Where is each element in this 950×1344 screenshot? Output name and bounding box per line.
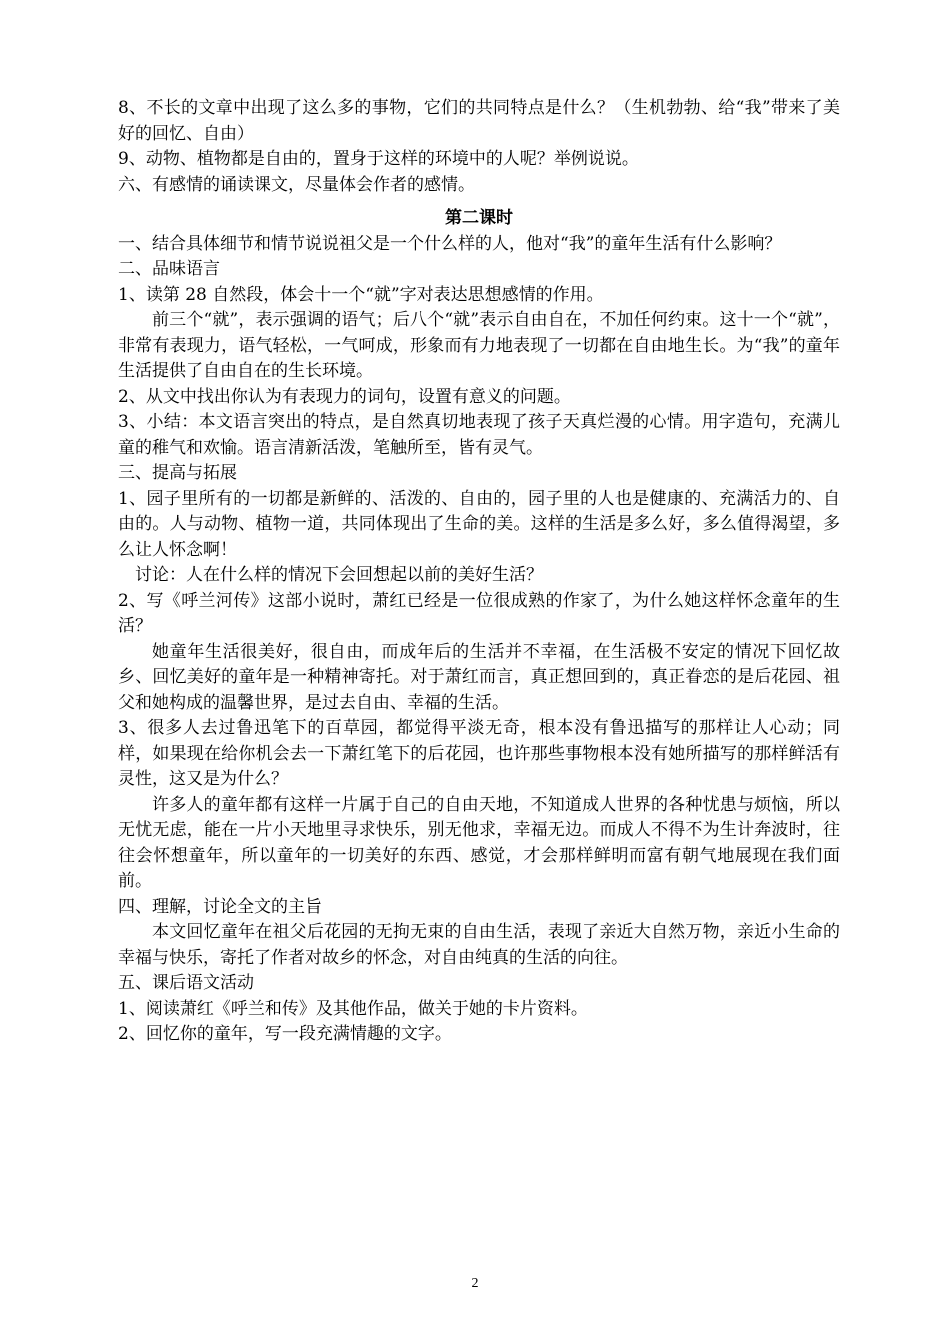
paragraph-answer: 她童年生活很美好，很自由，而成年后的生活并不幸福，在生活极不安定的情况下回忆故乡、回忆美好的童年是一种精神寄托。对于萧红而言，真正想回到的，真正眷恋的是后花园、祖父和她构成的温馨世界，是过去自由、幸福的生活。: [118, 641, 840, 713]
paragraph-item: 1、阅读萧红《呼兰和传》及其他作品，做关于她的卡片资料。: [118, 998, 588, 1019]
paragraph-section-6: 六、有感情的诵读课文，尽量体会作者的感情。: [118, 174, 475, 195]
paragraph-heading-3: 三、提高与拓展: [118, 463, 237, 483]
paragraph-item: 2、写《呼兰河传》这部小说时，萧红已经是一位很成熟的作家了，为什么她这样怀念童年的生活？: [118, 590, 840, 636]
paragraph-discussion: 讨论：人在什么样的情况下会回想起以前的美好生活？: [135, 565, 543, 585]
paragraph-item: 3、小结：本文语言突出的特点，是自然真切地表现了孩子天真烂漫的心情。用字造句，充满儿童的稚气和欢愉。语言清新活泼，笔触所至，皆有灵气。: [118, 412, 840, 458]
paragraph-question-9: 9、动物、植物都是自由的，置身于这样的环境中的人呢？举例说说。: [118, 149, 639, 169]
document-body: [118, 96, 840, 1048]
paragraph-question-8: 8、不长的文章中出现了这么多的事物，它们的共同特点是什么？（生机勃勃、给“我”带来了美好的回忆、自由）: [118, 98, 840, 144]
paragraph-heading-4: 四、理解，讨论全文的主旨: [118, 896, 322, 917]
paragraph-heading-2: 二、品味语言: [118, 259, 220, 279]
section-title: 第二课时: [445, 208, 513, 228]
page-number: 2: [471, 1276, 479, 1291]
paragraph-answer: 许多人的童年都有这样一片属于自己的自由天地，不知道成人世界的各种忧患与烦恼，所以无忧无虑，能在一片小天地里寻求快乐，别无他求，幸福无边。而成人不得不为生计奔波时，往往会怀想童年，所以童年的一切美好的东西、感觉，才会那样鲜明而富有朝气地展现在我们面前。: [118, 794, 840, 891]
paragraph-answer: 前三个“就”，表示强调的语气；后八个“就”表示自由自在，不加任何约束。这十一个“就”，非常有表现力，语气轻松，一气呵成，形象而有力地表现了一切都在自由地生长。为“我”的童年生活提供了自由自在的生长环境。: [118, 310, 840, 381]
paragraph-item: 1、读第 28 自然段，体会十一个“就”字对表达思想感情的作用。: [118, 284, 604, 305]
paragraph-item: 2、回忆你的童年，写一段充满情趣的文字。: [118, 1024, 452, 1044]
paragraph-item: 1、园子里所有的一切都是新鲜的、活泼的、自由的，园子里的人也是健康的、充满活力的、自由的。人与动物、植物一道，共同体现出了生命的美。这样的生活是多么好，多么值得渴望，多么让人怀念啊！: [118, 488, 840, 560]
paragraph-answer: 本文回忆童年在祖父后花园的无拘无束的自由生活，表现了亲近大自然万物，亲近小生命的幸福与快乐，寄托了作者对故乡的怀念，对自由纯真的生活的向往。: [118, 922, 840, 968]
paragraph-item: 3、很多人去过鲁迅笔下的百草园，都觉得平淡无奇，根本没有鲁迅描写的那样让人心动；同样，如果现在给你机会去一下萧红笔下的后花园，也许那些事物根本没有她所描写的那样鲜活有灵性，这又是为什么？: [118, 718, 840, 789]
paragraph-item: 2、从文中找出你认为有表现力的词句，设置有意义的问题。: [118, 386, 571, 407]
paragraph-heading-1: 一、结合具体细节和情节说说祖父是一个什么样的人，他对“我”的童年生活有什么影响？: [118, 233, 782, 254]
paragraph-heading-5: 五、课后语文活动: [118, 973, 254, 993]
